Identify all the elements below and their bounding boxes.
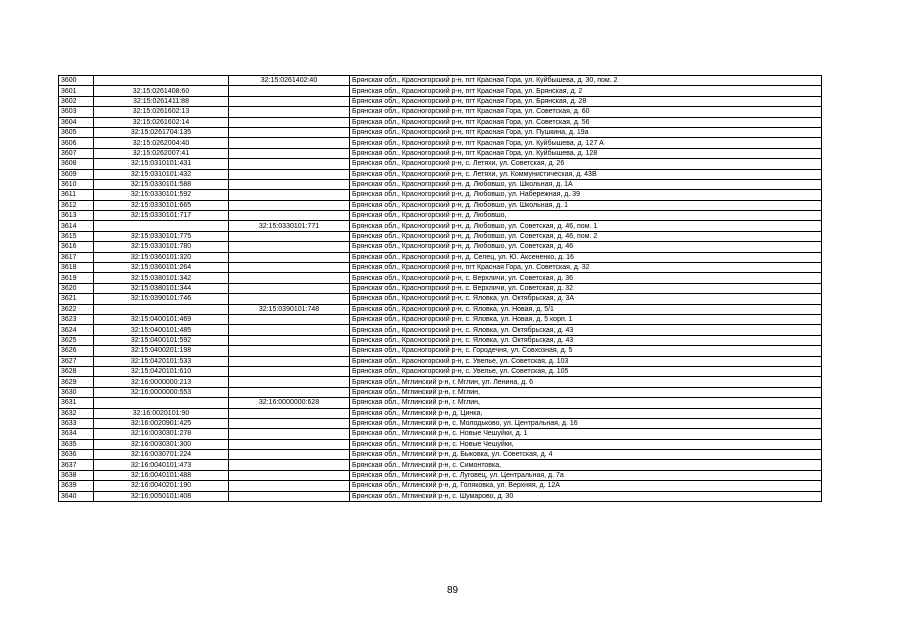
address-cell: Брянская обл., Мглинский р-н, г. Мглин, xyxy=(350,398,822,408)
address-cell: Брянская обл., Мглинский р-н, с. Симонтовка, xyxy=(350,460,822,470)
premises-number-cell xyxy=(229,450,350,460)
address-cell: Брянская обл., Красногорский р-н, с. Городечня, ул. Совхозная, д. 5 xyxy=(350,346,822,356)
cadastral-number-cell xyxy=(94,304,229,314)
row-number-cell: 3629 xyxy=(59,377,94,387)
premises-number-cell xyxy=(229,96,350,106)
row-number-cell: 3627 xyxy=(59,356,94,366)
table-row xyxy=(59,377,822,387)
row-number-cell: 3602 xyxy=(59,96,94,106)
address-cell: Брянская обл., Мглинский р-н, д. Быковка, ул. Советская, д. 4 xyxy=(350,450,822,460)
row-number-cell: 3613 xyxy=(59,211,94,221)
row-number-cell: 3619 xyxy=(59,273,94,283)
cadastral-number-cell: 32:15:0380101:342 xyxy=(94,273,229,283)
cadastral-number-cell: 32:15:0360101:320 xyxy=(94,252,229,262)
table-row xyxy=(59,148,822,158)
row-number-cell: 3635 xyxy=(59,439,94,449)
address-cell: Брянская обл., Красногорский р-н, д. Любовшо, ул. Набережная, д. 39 xyxy=(350,190,822,200)
cadastral-number-cell: 32:15:0330101:665 xyxy=(94,200,229,210)
cadastral-number-cell: 32:15:0420101:533 xyxy=(94,356,229,366)
premises-number-cell xyxy=(229,439,350,449)
row-number-cell: 3637 xyxy=(59,460,94,470)
premises-number-cell xyxy=(229,252,350,262)
address-cell: Брянская обл., Красногорский р-н, д. Селец, ул. Ю. Аксененко, д. 16 xyxy=(350,252,822,262)
row-number-cell: 3639 xyxy=(59,481,94,491)
row-number-cell: 3601 xyxy=(59,86,94,96)
table-row xyxy=(59,418,822,428)
table-row xyxy=(59,138,822,148)
address-cell: Брянская обл., Мглинский р-н, с. Шумарово, д. 30 xyxy=(350,491,822,501)
premises-number-cell xyxy=(229,127,350,137)
cadastral-number-cell: 32:15:0390101:746 xyxy=(94,294,229,304)
row-number-cell: 3616 xyxy=(59,242,94,252)
row-number-cell: 3615 xyxy=(59,231,94,241)
cadastral-number-cell: 32:15:0360101:264 xyxy=(94,263,229,273)
premises-number-cell xyxy=(229,211,350,221)
address-cell: Брянская обл., Красногорский р-н, с. Верхличи, ул. Советская, д. 36 xyxy=(350,273,822,283)
address-cell: Брянская обл., Красногорский р-н, д. Любовшо, xyxy=(350,211,822,221)
cadastral-number-cell: 32:15:0330101:780 xyxy=(94,242,229,252)
premises-number-cell xyxy=(229,418,350,428)
table-row xyxy=(59,221,822,231)
table-row xyxy=(59,107,822,117)
table-row xyxy=(59,470,822,480)
cadastral-number-cell: 32:16:0050101:408 xyxy=(94,491,229,501)
address-cell: Брянская обл., Красногорский р-н, с. Верхличи, ул. Советская, д. 32 xyxy=(350,283,822,293)
address-cell: Брянская обл., Мглинский р-н, с. Новые Чешуйки, xyxy=(350,439,822,449)
premises-number-cell: 32:15:0390101:748 xyxy=(229,304,350,314)
table-row xyxy=(59,314,822,324)
cadastral-number-cell: 32:16:0030301:278 xyxy=(94,429,229,439)
cadastral-number-cell: 32:16:0040201:190 xyxy=(94,481,229,491)
table-row xyxy=(59,346,822,356)
premises-number-cell xyxy=(229,242,350,252)
cadastral-number-cell: 32:15:0400101:592 xyxy=(94,335,229,345)
premises-number-cell xyxy=(229,460,350,470)
table-row xyxy=(59,127,822,137)
premises-number-cell: 32:16:0000000:628 xyxy=(229,398,350,408)
table-row xyxy=(59,460,822,470)
row-number-cell: 3610 xyxy=(59,179,94,189)
row-number-cell: 3628 xyxy=(59,366,94,376)
table-row xyxy=(59,169,822,179)
address-cell: Брянская обл., Красногорский р-н, с. Яловка, ул. Новая, д. 5 корп. 1 xyxy=(350,314,822,324)
address-cell: Брянская обл., Красногорский р-н, пгт Красная Гора, ул. Советская, д. 32 xyxy=(350,263,822,273)
row-number-cell: 3614 xyxy=(59,221,94,231)
address-cell: Брянская обл., Красногорский р-н, с. Увелье, ул. Советская, д. 105 xyxy=(350,366,822,376)
address-cell: Брянская обл., Красногорский р-н, д. Любовшо, ул. Школьная, д. 1А xyxy=(350,179,822,189)
address-cell: Брянская обл., Мглинский р-н, с. Молодьково, ул. Центральная, д. 16 xyxy=(350,418,822,428)
address-cell: Брянская обл., Красногорский р-н, с. Яловка, ул. Новая, д. 5/1 xyxy=(350,304,822,314)
premises-number-cell xyxy=(229,481,350,491)
premises-number-cell: 32:15:0261402:40 xyxy=(229,76,350,86)
premises-number-cell xyxy=(229,117,350,127)
row-number-cell: 3612 xyxy=(59,200,94,210)
address-cell: Брянская обл., Красногорский р-н, пгт Красная Гора, ул. Куйбышева, д. 128 xyxy=(350,148,822,158)
table-row xyxy=(59,231,822,241)
address-cell: Брянская обл., Мглинский р-н, с. Новые Чешуйки, д. 1 xyxy=(350,429,822,439)
address-cell: Брянская обл., Красногорский р-н, пгт Красная Гора, ул. Советская, д. 60 xyxy=(350,107,822,117)
address-cell: Брянская обл., Красногорский р-н, пгт Красная Гора, ул. Пушкина, д. 19а xyxy=(350,127,822,137)
cadastral-number-cell xyxy=(94,398,229,408)
row-number-cell: 3618 xyxy=(59,263,94,273)
premises-number-cell xyxy=(229,387,350,397)
cadastral-number-cell: 32:15:0261704:135 xyxy=(94,127,229,137)
address-cell: Брянская обл., Красногорский р-н, с. Летяхи, ул. Коммунистическая, д. 43В xyxy=(350,169,822,179)
cadastral-number-cell: 32:16:0020101:90 xyxy=(94,408,229,418)
row-number-cell: 3605 xyxy=(59,127,94,137)
cadastral-number-cell: 32:15:0261411:88 xyxy=(94,96,229,106)
row-number-cell: 3604 xyxy=(59,117,94,127)
table-row xyxy=(59,491,822,501)
premises-number-cell xyxy=(229,190,350,200)
table-row xyxy=(59,190,822,200)
premises-number-cell xyxy=(229,314,350,324)
table-row xyxy=(59,450,822,460)
address-cell: Брянская обл., Красногорский р-н, пгт Красная Гора, ул. Брянская, д. 2 xyxy=(350,86,822,96)
row-number-cell: 3623 xyxy=(59,314,94,324)
table-row xyxy=(59,387,822,397)
cadastral-number-cell: 32:15:0400101:485 xyxy=(94,325,229,335)
registry-table xyxy=(58,75,822,502)
cadastral-number-cell: 32:15:0262004:40 xyxy=(94,138,229,148)
cadastral-number-cell: 32:16:0000000:213 xyxy=(94,377,229,387)
row-number-cell: 3630 xyxy=(59,387,94,397)
cadastral-number-cell: 32:16:0030701:224 xyxy=(94,450,229,460)
premises-number-cell xyxy=(229,366,350,376)
table-row xyxy=(59,86,822,96)
cadastral-number-cell xyxy=(94,221,229,231)
premises-number-cell xyxy=(229,408,350,418)
row-number-cell: 3609 xyxy=(59,169,94,179)
premises-number-cell xyxy=(229,429,350,439)
cadastral-number-cell: 32:15:0400201:198 xyxy=(94,346,229,356)
row-number-cell: 3634 xyxy=(59,429,94,439)
premises-number-cell: 32:15:0330101:771 xyxy=(229,221,350,231)
cadastral-number-cell: 32:15:0330101:775 xyxy=(94,231,229,241)
premises-number-cell xyxy=(229,273,350,283)
row-number-cell: 3640 xyxy=(59,491,94,501)
table-row xyxy=(59,325,822,335)
table-row xyxy=(59,200,822,210)
cadastral-number-cell xyxy=(94,76,229,86)
row-number-cell: 3626 xyxy=(59,346,94,356)
table-row xyxy=(59,179,822,189)
table-row xyxy=(59,408,822,418)
premises-number-cell xyxy=(229,107,350,117)
table-row xyxy=(59,366,822,376)
row-number-cell: 3608 xyxy=(59,159,94,169)
address-cell: Брянская обл., Красногорский р-н, д. Любовшо, ул. Школьная, д. 1 xyxy=(350,200,822,210)
table-row xyxy=(59,159,822,169)
premises-number-cell xyxy=(229,138,350,148)
address-cell: Брянская обл., Красногорский р-н, с. Яловка, ул. Октябрьская, д. 43 xyxy=(350,325,822,335)
premises-number-cell xyxy=(229,283,350,293)
cadastral-number-cell: 32:15:0261602:14 xyxy=(94,117,229,127)
address-cell: Брянская обл., Красногорский р-н, пгт Красная Гора, ул. Куйбышева, д. 30, пом. 2 xyxy=(350,76,822,86)
row-number-cell: 3632 xyxy=(59,408,94,418)
premises-number-cell xyxy=(229,377,350,387)
premises-number-cell xyxy=(229,335,350,345)
cadastral-number-cell: 32:15:0310101:432 xyxy=(94,169,229,179)
table-row xyxy=(59,96,822,106)
table-row xyxy=(59,76,822,86)
registry-table-body xyxy=(59,76,822,502)
premises-number-cell xyxy=(229,263,350,273)
premises-number-cell xyxy=(229,491,350,501)
cadastral-number-cell: 32:16:0040101:473 xyxy=(94,460,229,470)
premises-number-cell xyxy=(229,346,350,356)
table-row xyxy=(59,481,822,491)
address-cell: Брянская обл., Мглинский р-н, д. Голяковка, ул. Верхняя, д. 12А xyxy=(350,481,822,491)
cadastral-number-cell: 32:15:0261408:60 xyxy=(94,86,229,96)
row-number-cell: 3636 xyxy=(59,450,94,460)
cadastral-number-cell: 32:15:0310101:431 xyxy=(94,159,229,169)
address-cell: Брянская обл., Мглинский р-н, г. Мглин, xyxy=(350,387,822,397)
cadastral-number-cell: 32:16:0030301:300 xyxy=(94,439,229,449)
premises-number-cell xyxy=(229,179,350,189)
table-row xyxy=(59,398,822,408)
table-row xyxy=(59,294,822,304)
row-number-cell: 3624 xyxy=(59,325,94,335)
table-row xyxy=(59,429,822,439)
address-cell: Брянская обл., Красногорский р-н, с. Увелье, ул. Советская, д. 103 xyxy=(350,356,822,366)
address-cell: Брянская обл., Красногорский р-н, д. Любовшо, ул. Советская, д. 46 xyxy=(350,242,822,252)
table-row xyxy=(59,242,822,252)
table-row xyxy=(59,356,822,366)
address-cell: Брянская обл., Красногорский р-н, д. Любовшо, ул. Советская, д. 46, пом. 1 xyxy=(350,221,822,231)
row-number-cell: 3603 xyxy=(59,107,94,117)
cadastral-number-cell: 32:15:0380101:344 xyxy=(94,283,229,293)
cadastral-number-cell: 32:15:0261602:13 xyxy=(94,107,229,117)
address-cell: Брянская обл., Мглинский р-н, д. Цинка, xyxy=(350,408,822,418)
cadastral-number-cell: 32:16:0000000:553 xyxy=(94,387,229,397)
table-row xyxy=(59,304,822,314)
row-number-cell: 3622 xyxy=(59,304,94,314)
row-number-cell: 3625 xyxy=(59,335,94,345)
cadastral-number-cell: 32:15:0330101:592 xyxy=(94,190,229,200)
premises-number-cell xyxy=(229,159,350,169)
cadastral-number-cell: 32:16:0040101:488 xyxy=(94,470,229,480)
row-number-cell: 3620 xyxy=(59,283,94,293)
address-cell: Брянская обл., Красногорский р-н, д. Любовшо, ул. Советская, д. 46, пом. 2 xyxy=(350,231,822,241)
row-number-cell: 3617 xyxy=(59,252,94,262)
cadastral-number-cell: 32:16:0020901:425 xyxy=(94,418,229,428)
row-number-cell: 3606 xyxy=(59,138,94,148)
table-row xyxy=(59,117,822,127)
row-number-cell: 3611 xyxy=(59,190,94,200)
cadastral-number-cell: 32:15:0262007:41 xyxy=(94,148,229,158)
premises-number-cell xyxy=(229,231,350,241)
table-row xyxy=(59,273,822,283)
row-number-cell: 3607 xyxy=(59,148,94,158)
premises-number-cell xyxy=(229,325,350,335)
page-number: 89 xyxy=(446,585,459,596)
address-cell: Брянская обл., Красногорский р-н, пгт Красная Гора, ул. Советская, д. 56 xyxy=(350,117,822,127)
table-row xyxy=(59,335,822,345)
cadastral-number-cell: 32:15:0400101:469 xyxy=(94,314,229,324)
address-cell: Брянская обл., Красногорский р-н, с. Яловка, ул. Октябрьская, д. 43 xyxy=(350,335,822,345)
address-cell: Брянская обл., Мглинский р-н, г. Мглин, ул. Ленина, д. 6 xyxy=(350,377,822,387)
address-cell: Брянская обл., Мглинский р-н, с. Луговец, ул. Центральная, д. 7а xyxy=(350,470,822,480)
premises-number-cell xyxy=(229,169,350,179)
address-cell: Брянская обл., Красногорский р-н, с. Летяхи, ул. Советская, д. 26 xyxy=(350,159,822,169)
table-row xyxy=(59,252,822,262)
row-number-cell: 3631 xyxy=(59,398,94,408)
cadastral-number-cell: 32:15:0420101:610 xyxy=(94,366,229,376)
premises-number-cell xyxy=(229,86,350,96)
row-number-cell: 3600 xyxy=(59,76,94,86)
table-row xyxy=(59,439,822,449)
address-cell: Брянская обл., Красногорский р-н, пгт Красная Гора, ул. Куйбышева, д. 127 А xyxy=(350,138,822,148)
cadastral-number-cell: 32:15:0330101:717 xyxy=(94,211,229,221)
premises-number-cell xyxy=(229,356,350,366)
premises-number-cell xyxy=(229,294,350,304)
row-number-cell: 3638 xyxy=(59,470,94,480)
premises-number-cell xyxy=(229,148,350,158)
table-row xyxy=(59,211,822,221)
cadastral-number-cell: 32:15:0330101:588 xyxy=(94,179,229,189)
table-row xyxy=(59,283,822,293)
address-cell: Брянская обл., Красногорский р-н, пгт Красная Гора, ул. Брянская, д. 28 xyxy=(350,96,822,106)
table-row xyxy=(59,263,822,273)
row-number-cell: 3633 xyxy=(59,418,94,428)
address-cell: Брянская обл., Красногорский р-н, с. Яловка, ул. Октябрьская, д. 3А xyxy=(350,294,822,304)
row-number-cell: 3621 xyxy=(59,294,94,304)
premises-number-cell xyxy=(229,200,350,210)
premises-number-cell xyxy=(229,470,350,480)
